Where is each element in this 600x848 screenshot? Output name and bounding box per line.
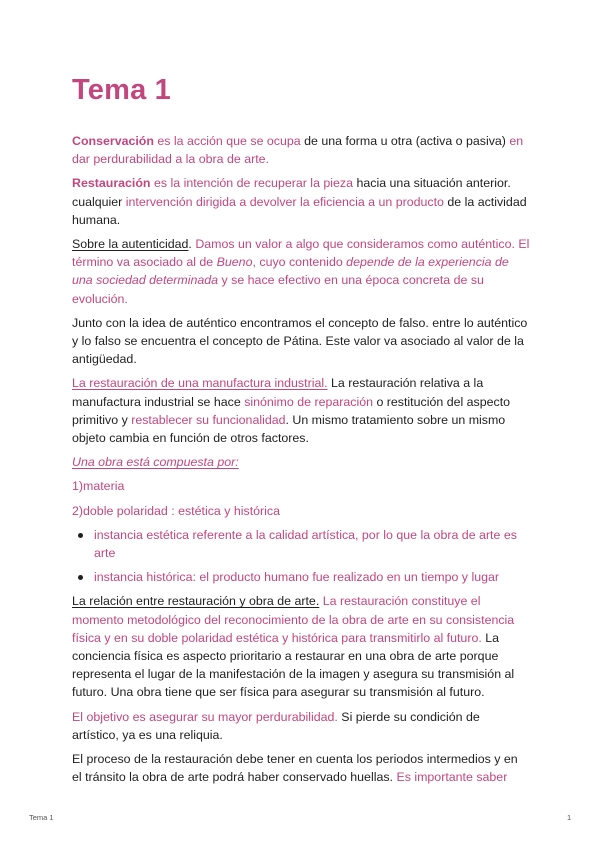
paragraph-autenticidad: Sobre la autenticidad. Damos un valor a algo que consideramos como auténtico. El término va asociado al de Bueno, cuyo contenido depende de la experiencia de una sociedad determinada y se hace efectivo en una época concreta de su evolución.: [72, 237, 530, 306]
heading-autenticidad: Sobre la autenticidad: [72, 237, 189, 252]
item-materia: 1)materia: [72, 479, 125, 494]
paragraph-conservacion: Conservación es la acción que se ocupa de una forma u otra (activa o pasiva) en dar perdurabilidad a la obra de arte.: [72, 134, 524, 167]
paragraph-proceso: El proceso de la restauración debe tener en cuenta los periodos intermedios y en el tránsito la obra de arte podrá haber conservado huellas. Es importante saber: [72, 752, 518, 785]
heading-obra-compuesta: Una obra está compuesta por:: [72, 455, 239, 470]
paragraph-objetivo: El objetivo es asegurar su mayor perdurabilidad. Si pierde su condición de artístico, ya es una reliquia.: [72, 709, 480, 742]
list-item: instancia histórica: el producto humano fue realizado en un tiempo y lugar: [94, 568, 530, 586]
paragraph-manufactura: La restauración de una manufactura industrial. La restauración relativa a la manufactura industrial se hace sinónimo de reparación o restitución del aspecto primitivo y restablecer su funcionalidad. Un mismo tratamiento sobre un mismo objeto cambia en función de otros factores.: [72, 376, 511, 446]
paragraph-relacion: La relación entre restauración y obra de arte. La restauración constituye el momento metodológico del reconocimiento de la obra de arte en su consistencia física y en su doble polaridad estética y histórica para transmitirlo al futuro. La conciencia física es aspecto prioritario a restaurar en una obra de arte porque representa el lugar de la manifestación de la imagen y asegura su transmisión al futuro. Una obra tiene que ser física para asegurar su transmisión al futuro.: [72, 594, 515, 700]
footer-title: Tema 1: [29, 813, 54, 822]
page-title: Tema 1: [72, 74, 171, 106]
document-body: [72, 132, 530, 793]
list-item: instancia estética referente a la calidad artística, por lo que la obra de arte es arte: [94, 526, 530, 562]
term-conservacion: Conservación: [72, 134, 154, 148]
heading-manufactura: La restauración de una manufactura industrial.: [72, 376, 328, 391]
paragraph-restauracion: Restauración es la intención de recuperar la pieza hacia una situación anterior. cualquier intervención dirigida a devolver la eficiencia a un producto de la actividad humana.: [72, 176, 527, 227]
bullet-dot-icon: [78, 533, 83, 538]
term-restauracion: Restauración: [72, 176, 151, 191]
bullet-dot-icon: [78, 575, 83, 580]
item-doble-polaridad: 2)doble polaridad : estética y histórica: [72, 503, 281, 518]
heading-relacion: La relación entre restauración y obra de arte.: [72, 594, 320, 609]
footer-page-number: 1: [567, 813, 572, 822]
paragraph-patina: Junto con la idea de auténtico encontramos el concepto de falso. entre lo auténtico y lo falso se encuentra el concepto de Pátina. Este valor va asociado al valor de la antigüedad.: [72, 315, 528, 367]
bullet-list: [72, 526, 530, 587]
